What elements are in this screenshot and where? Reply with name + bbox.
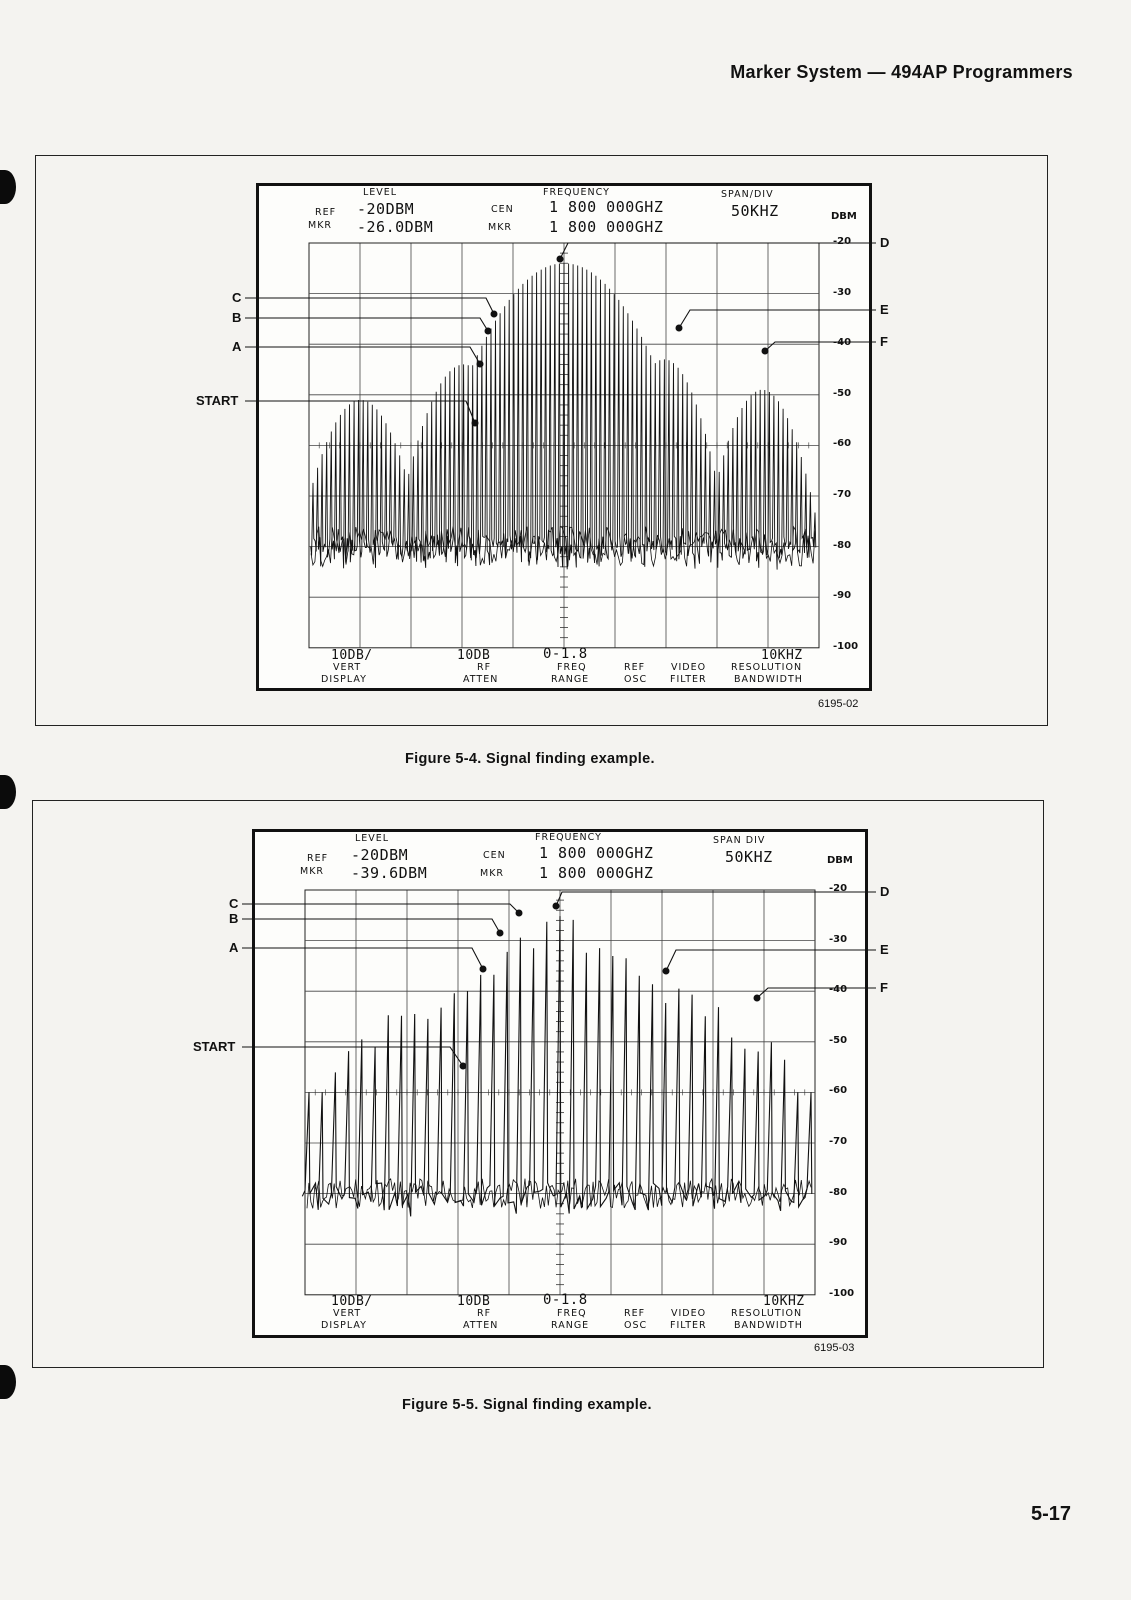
marker-label-f: F [880,334,888,349]
marker-label-start: START [193,1039,236,1054]
cen-label: CEN [491,204,514,215]
dbm-unit-label: DBM [831,211,857,222]
level-label: LEVEL [363,187,398,198]
mkr-label: MKR [308,220,333,231]
rf-atten-value: 10DB [457,1294,491,1309]
freq-label: FREQ [557,662,587,673]
dbm-scale-label: -20 [829,883,848,894]
punch-hole [0,170,16,204]
freq-range-value: 0-1.8 [543,1292,588,1308]
mkr-freq-label: MKR [488,222,513,233]
dbm-scale-label: -30 [833,286,852,298]
dbm-scale-label: -30 [829,933,848,945]
marker-label-d: D [880,884,890,899]
marker-label-b: B [229,911,239,926]
spectrum-trace [311,263,816,569]
dbm-scale-label: -70 [829,1136,848,1147]
marker-level-value: -26.0DBM [357,218,434,236]
dbm-scale-label: -100 [833,640,859,652]
dbm-scale-label: -60 [833,438,852,450]
dbm-scale-label: -20 [833,236,852,247]
filter-label: FILTER [670,674,707,685]
dbm-scale-label: -60 [829,1085,848,1097]
rf-label: RF [477,1308,492,1319]
frequency-label: FREQUENCY [543,187,610,198]
bandwidth-label: BANDWIDTH [734,1320,803,1331]
dbm-scale-label: -70 [833,489,852,500]
marker-frequency-value: 1 800 000GHZ [539,864,654,882]
dbm-unit-label: DBM [827,855,853,866]
frequency-label: FREQUENCY [535,832,602,843]
vert-label: VERT [333,1308,362,1319]
mkr-label: MKR [300,866,325,877]
dbm-scale-label: -80 [833,539,852,551]
dbm-scale-label: -90 [833,590,852,602]
freq-label: FREQ [557,1308,587,1319]
figure-id: 6195-02 [818,698,859,710]
marker-label-a: A [229,940,239,955]
marker-label-b: B [232,310,242,325]
resolution-label: RESOLUTION [731,662,803,673]
filter-label: FILTER [670,1320,707,1331]
display-label: DISPLAY [321,1320,367,1331]
freq-range-value: 0-1.8 [543,646,588,662]
dbm-scale-label: -90 [829,1237,848,1249]
marker-label-c: C [232,290,242,305]
cen-label: CEN [483,850,506,861]
dbm-scale-label: -50 [833,387,852,399]
marker-label-a: A [232,339,242,354]
resolution-label: RESOLUTION [731,1308,803,1319]
vert-label: VERT [333,662,362,673]
ref-osc-label: REF [624,1308,646,1319]
punch-hole [0,775,16,809]
ref-level-value: -20DBM [351,846,409,864]
video-label: VIDEO [671,662,707,673]
vert-display-value: 10DB/ [331,1294,373,1309]
marker-level-value: -39.6DBM [351,864,428,882]
dbm-scale-label: -80 [829,1186,848,1198]
atten-label: ATTEN [463,1320,499,1331]
bandwidth-label: BANDWIDTH [734,674,803,685]
range-label: RANGE [551,1320,590,1331]
span-value: 50KHZ [725,848,773,866]
page-number: 5-17 [1030,1503,1071,1525]
vert-display-value: 10DB/ [331,648,373,663]
marker-label-c: C [229,896,239,911]
resolution-bandwidth-value: 10KHZ [761,648,803,663]
span-label: SPAN/DIV [721,189,774,200]
dbm-scale-label: -40 [829,984,848,996]
marker-label-f: F [880,980,888,995]
ref-label: REF [315,207,337,218]
marker-frequency-value: 1 800 000GHZ [549,218,664,236]
analyzer-screen-1 [256,183,872,691]
video-label: VIDEO [671,1308,707,1319]
span-value: 50KHZ [731,202,779,220]
analyzer-screen-2 [252,829,868,1338]
dbm-scale-label: -50 [829,1034,848,1046]
spectrum-display-2 [255,832,865,1335]
marker-label-e: E [880,302,889,317]
center-frequency-value: 1 800 000GHZ [539,844,654,862]
figure-id: 6195-03 [814,1342,855,1354]
dbm-scale-label: -40 [833,337,852,349]
span-label: SPAN DIV [713,835,766,846]
rf-atten-value: 10DB [457,648,491,663]
dbm-scale-label: -100 [829,1287,855,1299]
spectrum-display-1 [259,186,869,688]
marker-label-d: D [880,235,890,250]
punch-hole [0,1365,16,1399]
range-label: RANGE [551,674,590,685]
osc-label: OSC [624,674,648,685]
ref-level-value: -20DBM [357,200,415,218]
rf-label: RF [477,662,492,673]
figure-caption: Figure 5-4. Signal finding example. [405,751,655,767]
figure-caption: Figure 5-5. Signal finding example. [402,1397,652,1413]
mkr-freq-label: MKR [480,868,505,879]
resolution-bandwidth-value: 10KHZ [763,1294,805,1309]
marker-label-e: E [880,942,889,957]
ref-label: REF [307,853,329,864]
level-label: LEVEL [355,833,390,844]
ref-osc-label: REF [624,662,646,673]
atten-label: ATTEN [463,674,499,685]
osc-label: OSC [624,1320,648,1331]
display-label: DISPLAY [321,674,367,685]
marker-label-start: START [196,393,239,408]
page-header: Marker System — 494AP Programmers [730,62,1073,82]
center-frequency-value: 1 800 000GHZ [549,198,664,216]
